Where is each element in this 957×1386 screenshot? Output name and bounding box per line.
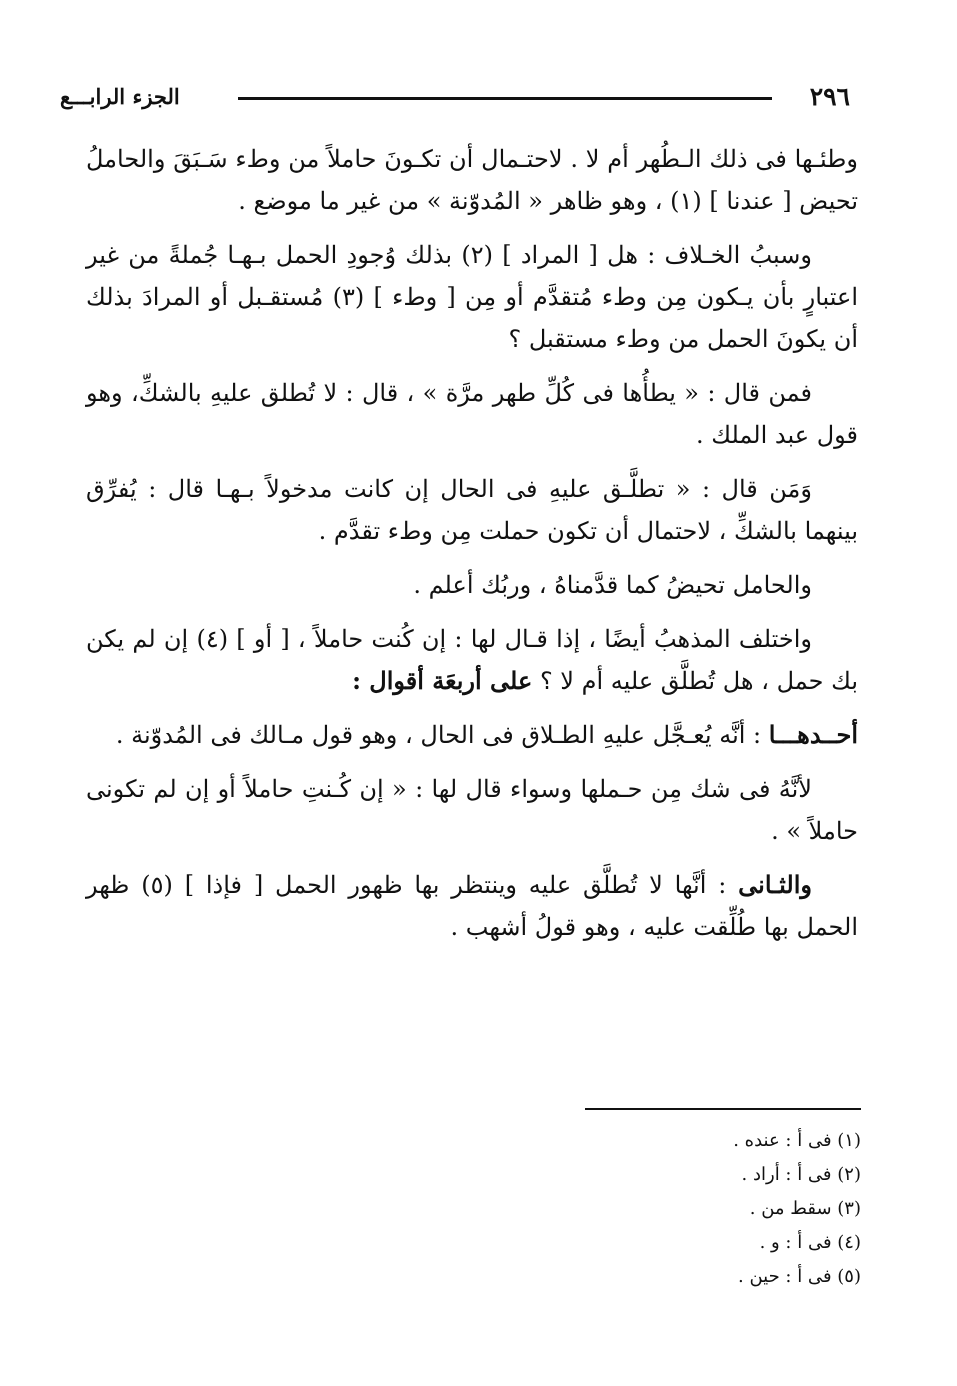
paragraph [86,138,858,222]
paragraph-text: : أنَّها لا تُطلَّق عليه وينتظر بها ظهور الحمل [ فإذا ] (٥) ظهر الحمل بها طُلِّقت عليه ، وهو قولُ أشهب . [86,871,858,941]
paragraph [86,234,858,360]
page-header [60,82,850,122]
paragraph-text: والحامل تحيضُ كما قدَّمناهُ ، وربُك أعلم . [413,571,812,599]
paragraph-text: لأنَّهُ فى شك مِن حـملها وسواء قال لها : « إن كُـنتِ حاملاً أو إن لم تكونى حاملاً » . [86,775,858,845]
bold-heading-text: والثـانى [738,870,812,899]
paragraph [86,864,858,948]
paragraph-text: : أنَّه يُعـجَّل عليهِ الطـلاق فى الحال ، وهو قول مـالك فى المُدوّنة . [115,721,769,749]
paragraph [86,714,858,756]
paragraph [86,372,858,456]
paragraph-text: وسببُ الخـلاف : هل [ المراد ] (٢) بذلك وُجودِ الحمل بـهـا جُملةً من غير اعتبارٍ بأن يـكون مِن وطء مُتقدَّم أو مِن [ وطء ] (٣) مُستقـبل أو المرادَ بذلك أن يكونَ الحمل من وطء مستقبل ؟ [86,241,858,353]
paragraph-text: فمن قال : « يطأُها فى كُلِّ طهر مرَّة » ، قال : لا تُطلق عليهِ بالشكِّ، وهو قول عبد الملك . [86,379,858,449]
bold-heading-text: على أربعَة أقوال : [352,666,533,695]
footnote: (٥) فى أ : حين . [738,1266,861,1287]
bold-heading-text: أحــدهـــا [768,720,858,749]
paragraph-text: وطئـها فى ذلك الـطُهر أم لا . لاحتـمال أن تكـونَ حاملاً من وطء سَـبَقَ والحاملُ تحيض [ عندنا ] (١) ، وهو ظاهر « المُدوّنة » من غير ما موضع . [86,145,858,215]
running-title: الجزء الرابـــع [60,84,180,109]
footnote: (٤) فى أ : و . [759,1232,861,1253]
paragraph [86,564,858,606]
header-rule [238,97,772,100]
paragraph [86,768,858,852]
paragraph-text: وَمَن قال : « تطلَّـق عليهِ فى الحال إن كانت مدخولاً بـهـا قال : يُفرِّق بينهما بالشكِّ ، لاحتمال أن تكون حملت مِن وطء تقدَّم . [86,475,858,545]
page-number: ٢٩٦ [809,82,850,111]
paragraph [86,618,858,702]
footnote: (١) فى أ : عنده . [733,1130,861,1151]
footnote: (٣) سقط من . [749,1198,861,1219]
footnote-divider [585,1108,861,1110]
footnotes [461,1124,861,1294]
main-text [86,138,858,960]
footnote: (٢) فى أ : أراد . [741,1164,861,1185]
paragraph [86,468,858,552]
paragraph-text: واختلف المذهبُ أيضًا ، إذا قـال لها : إن كُنت حاملاً ، [ أو ] (٤) إن لم يكن بك حمل ، هل تُطلَّق عليه أم لا ؟ [86,625,858,695]
